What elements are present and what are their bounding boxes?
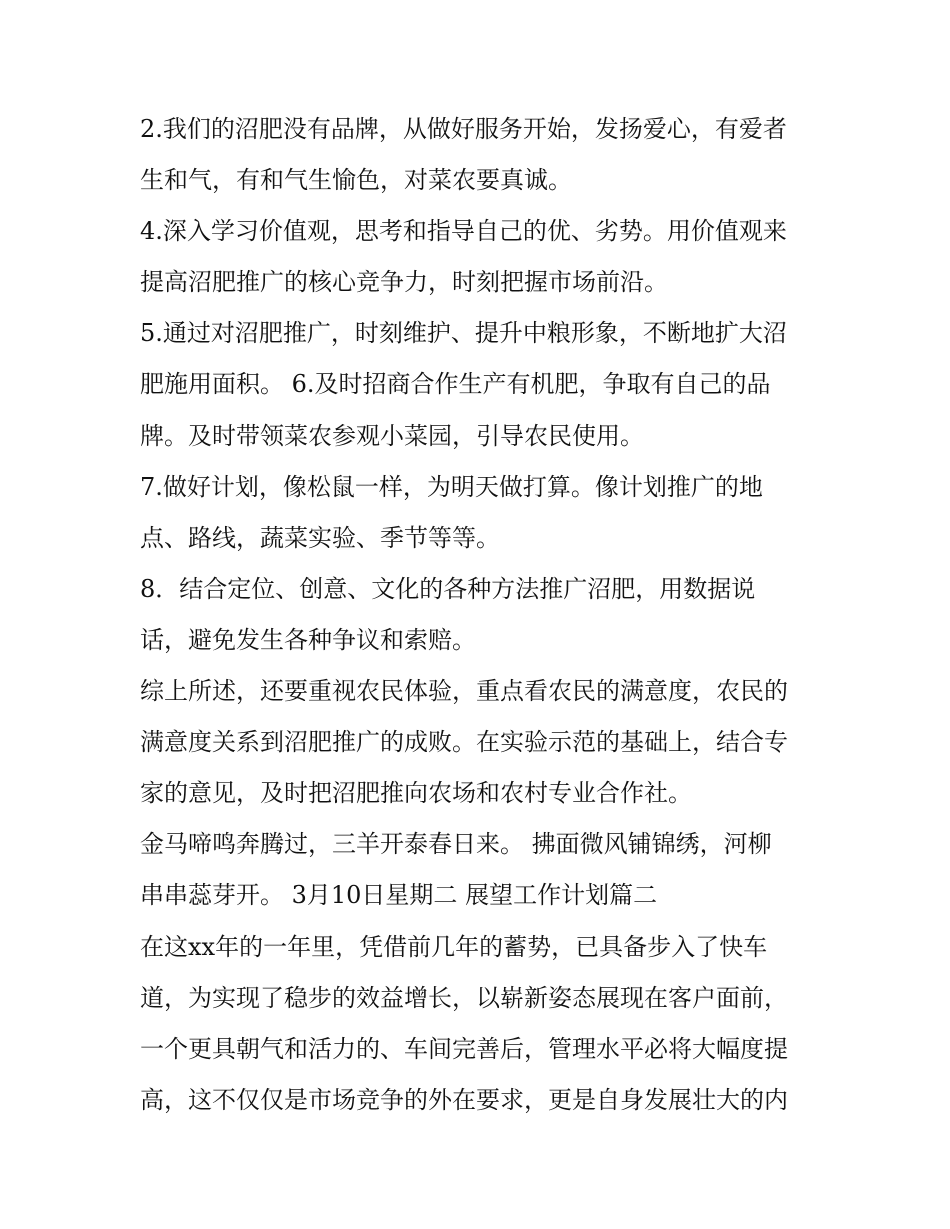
text-line: 满意度关系到沼肥推广的成败。在实验示范的基础上，结合专 bbox=[140, 728, 788, 757]
text-line: 在这xx年的一年里，凭借前几年的蓄势，已具备步入了快车 bbox=[140, 932, 768, 961]
text-line: 提高沼肥推广的核心竞争力，时刻把握市场前沿。 bbox=[140, 268, 668, 297]
text-line: 生和气，有和气生愉色，对菜农要真诚。 bbox=[140, 166, 572, 195]
text-line: 一个更具朝气和活力的、车间完善后，管理水平必将大幅度提 bbox=[140, 1034, 788, 1063]
text-line: 道，为实现了稳步的效益增长，以崭新姿态展现在客户面前， bbox=[140, 983, 788, 1012]
text-line: 7.做好计划，像松鼠一样，为明天做打算。像计划推广的地 bbox=[140, 472, 763, 501]
text-line: 话，避免发生各种争议和索赔。 bbox=[140, 625, 476, 654]
text-line: 金马啼鸣奔腾过，三羊开泰春日来。 拂面微风铺锦绣，河柳 bbox=[140, 830, 772, 859]
document-body bbox=[140, 104, 830, 1126]
text-line: 牌。及时带领菜农参观小菜园，引导农民使用。 bbox=[140, 421, 644, 450]
text-line: 高，这不仅仅是市场竞争的外在要求，更是自身发展壮大的内 bbox=[140, 1085, 788, 1114]
text-line: 串串蕊芽开。 3月10日星期二 展望工作计划篇二 bbox=[140, 881, 658, 910]
text-line: 综上所述，还要重视农民体验，重点看农民的满意度，农民的 bbox=[140, 677, 788, 706]
text-line: 肥施用面积。 6.及时招商合作生产有机肥，争取有自己的品 bbox=[140, 370, 771, 399]
text-line: 2.我们的沼肥没有品牌，从做好服务开始，发扬爱心，有爱者 bbox=[140, 115, 787, 143]
text-line: 点、路线，蔬菜实验、季节等等。 bbox=[140, 523, 500, 552]
text-line: 5.通过对沼肥推广，时刻维护、提升中粮形象，不断地扩大沼 bbox=[140, 319, 787, 348]
text-line: 8．结合定位、创意、文化的各种方法推广沼肥，用数据说 bbox=[140, 574, 756, 603]
text-line: 4.深入学习价值观，思考和指导自己的优、劣势。用价值观来 bbox=[140, 217, 787, 246]
text-line: 家的意见，及时把沼肥推向农场和农村专业合作社。 bbox=[140, 779, 692, 808]
